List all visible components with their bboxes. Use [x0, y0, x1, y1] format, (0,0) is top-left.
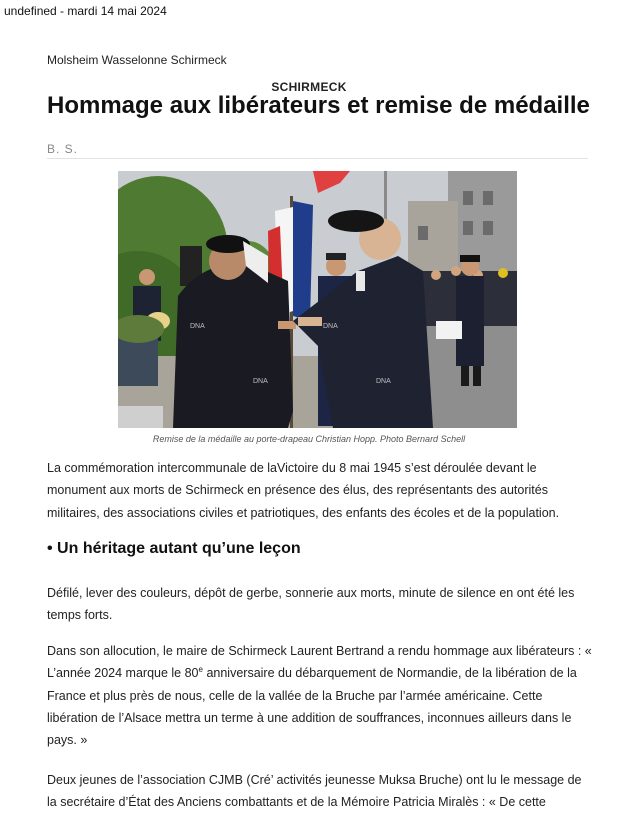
photo-watermark-4: DNA [323, 323, 338, 330]
photo-watermark-2: DNA [253, 378, 268, 385]
mayor-speech-text-2: anniversaire du débarquement de Normandie, de la libération de la France et plus près de nous, celle de la vallée de la Bruche par l’armée américaine. Cette libération de l’Alsace mettra un terme à une addition de souffrances, inconnues ailleurs dans le pays. » [47, 666, 577, 748]
paragraph-youth-message: Deux jeunes de l’association CJMB (Cré’ activités jeunesse Muksa Bruche) ont lu le message de la secrétaire d’État des Anciens combattants et de la Mémoire Patricia Miralès : « De cette [47, 773, 582, 810]
paragraph-mayor-speech [47, 640, 592, 751]
article-photo [118, 171, 517, 428]
paragraph-ceremony: Défilé, lever des couleurs, dépôt de gerbe, sonnerie aux morts, minute de silence en ont été les temps forts. [47, 586, 575, 623]
mayor-speech-text-1: Dans son allocution, le maire de Schirmeck Laurent Bertrand a rendu hommage aux libérateurs : « L’année 2024 marque le 80 [47, 644, 592, 681]
edition-name: Molsheim Wasselonne Schirmeck [47, 53, 227, 67]
header-divider [47, 158, 588, 159]
photo-illustration [118, 171, 517, 428]
article-headline: Hommage aux libérateurs et remise de médaille [47, 92, 590, 119]
article-kicker: SCHIRMECK [271, 80, 347, 94]
ordinal-superscript: e [198, 665, 203, 675]
article-author: B. S. [47, 142, 79, 156]
paragraph-intro: La commémoration intercommunale de laVictoire du 8 mai 1945 s’est déroulée devant le monument aux morts de Schirmeck en présence des élus, des représentants des autorités militaires, des associations civiles et patriotiques, des enfants des écoles et de la population. [47, 461, 560, 520]
photo-caption: Remise de la médaille au porte-drapeau Christian Hopp. Photo Bernard Schell [152, 434, 466, 444]
section-subheading: • Un héritage autant qu’une leçon [47, 540, 301, 557]
photo-watermark-1: DNA [190, 323, 205, 330]
dateline: undefined - mardi 14 mai 2024 [4, 4, 167, 18]
photo-watermark-3: DNA [376, 378, 391, 385]
